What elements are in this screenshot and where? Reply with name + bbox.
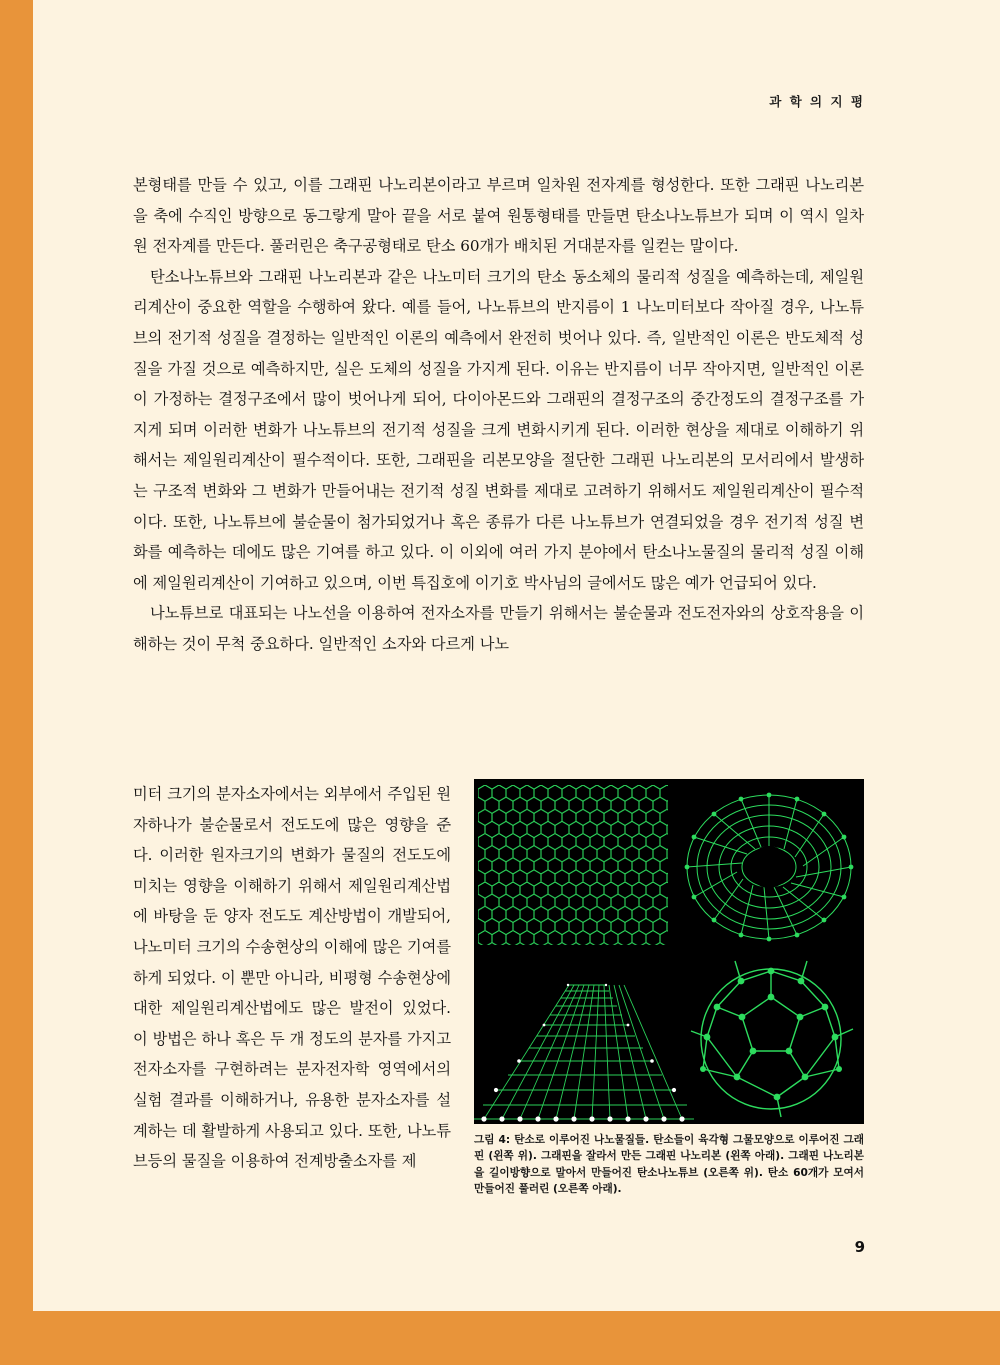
figure-image: [474, 779, 864, 1124]
paragraph-2: 탄소나노튜브와 그래핀 나노리본과 같은 나노미터 크기의 탄소 동소체의 물리적 성질을 예측하는데, 제일원리계산이 중요한 역할을 수행하여 왔다. 예를 들어, 나노튜브의 반지름이 1 나노미터보다 작아질 경우, 나노튜브의 전기적 성질을 결정하는 일반적인 이론의 예측에서 완전히 벗어나 있다. 즉, 일반적인 이론은 반도체적 성질을 가질 것으로 예측하지만, 실은 도체의 성질을 가지게 된다. 이유는 반지름이 너무 작아지면, 일반적인 이론이 가정하는 결정구조에서 많이 벗어나게 되어, 다이아몬드와 그래핀의 결정구조의 중간정도의 결정구조를 가지게 되며 이러한 변화가 나노튜브의 전기적 성질을 크게 변화시키게 된다. 이러한 현상을 제대로 이해하기 위해서는 제일원리계산이 필수적이다. 또한, 그래핀을 리본모양을 절단한 그래핀 나노리본의 모서리에서 발생하는 구조적 변화와 그 변화가 만들어내는 전기적 성질 변화를 제대로 고려하기 위해서도 제일원리계산이 필수적이다. 또한, 나노튜브에 불순물이 첨가되었거나 혹은 종류가 다른 나노튜브가 연결되었을 경우 전기적 성질 변화를 예측하는 데에도 많은 기여를 하고 있다. 이 이외에 여러 가지 분야에서 탄소나노물질의 물리적 성질 이해에 제일원리계산이 기여하고 있으며, 이번 특집호에 이기호 박사님의 글에서도 많은 예가 언급되어 있다.: [133, 267, 864, 592]
carbon-nanotube-panel-icon: [679, 787, 859, 947]
figure-caption: 그림 4: 탄소로 이루어진 나노물질들. 탄소들이 육각형 그물모양으로 이루어진 그래핀 (왼쪽 위). 그래핀을 잘라서 만든 그래핀 나노리본 (왼쪽 아래). 그래핀 나노리본을 길이방향으로 말아서 만들어진 탄소나노튜브 (오른쪽 위). 탄소 60개가 모여서 만들어진 풀러린 (오른쪽 아래).: [474, 1134, 864, 1196]
figure-4: [474, 779, 864, 1198]
paragraph-3: 나노튜브로 대표되는 나노선을 이용하여 전자소자를 만들기 위해서는 불순물과 전도전자와의 상호작용을 이해하는 것이 무척 중요하다. 일반적인 소자와 다르게 나노: [133, 604, 864, 653]
wrapped-paragraph: 미터 크기의 분자소자에서는 외부에서 주입된 원자하나가 불순물로서 전도도에 많은 영향을 준다. 이러한 원자크기의 변화가 물질의 전도도에 미치는 영향을 이해하기 위해서 제일원리계산법에 바탕을 둔 양자 전도도 계산방법이 개발되어, 나노미터 크기의 수송현상의 이해에 많은 기여를 하게 되었다. 이 뿐만 아니라, 비평형 수송현상에 대한 제일원리계산법에도 많은 발전이 있었다. 이 방법은 하나 혹은 두 개 정도의 분자를 가지고 전자소자를 구현하려는 분자전자학 영역에서의 실험 결과를 이해하거나, 유용한 분자소자를 설계하는 데 활발하게 사용되고 있다. 또한, 나노튜브등의 물질을 이용하여 전계방출소자를 제: [133, 785, 451, 1171]
paragraph-1: 본형태를 만들 수 있고, 이를 그래핀 나노리본이라고 부르며 일차원 전자계를 형성한다. 또한 그래핀 나노리본을 축에 수직인 방향으로 동그랗게 말아 끝을 서로 붙여 원통형태를 만들면 탄소나노튜브가 되며 이 역시 일차원 전자계를 만든다. 풀러린은 축구공형태로 탄소 60개가 배치된 거대분자를 일컫는 말이다.: [133, 176, 864, 256]
running-header: 과 학 의 지 평: [769, 94, 865, 109]
page-number: 9: [854, 1238, 865, 1256]
body-column: [133, 170, 864, 1196]
graphene-nanoribbon-panel-icon: [474, 959, 694, 1124]
graphene-panel-icon: [478, 785, 668, 945]
wrapped-text-column: [133, 779, 451, 1177]
page-content: [33, 0, 1000, 1311]
document-page: [33, 0, 1000, 1311]
fullerene-panel-icon: [689, 959, 854, 1119]
